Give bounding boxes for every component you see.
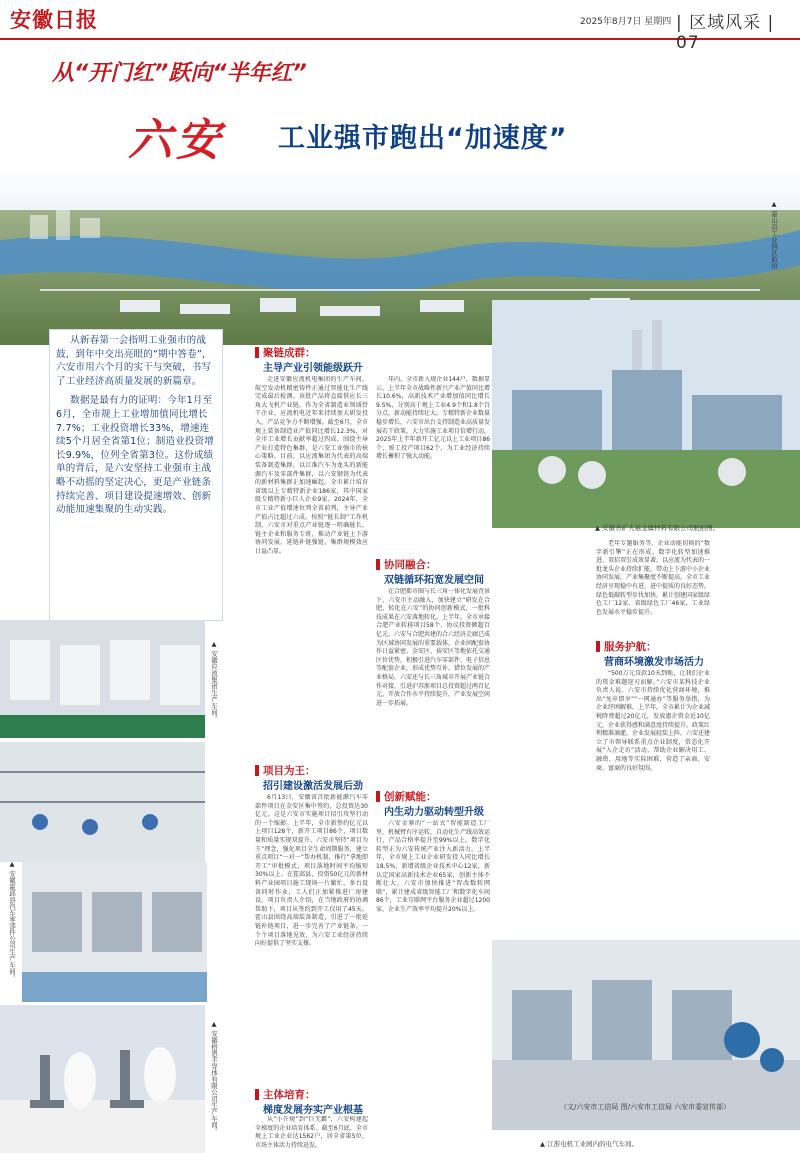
headline-kicker: 从“开门红”跃向“半年红” xyxy=(52,61,307,86)
left-caption-2: ▲ 安徽霍邱县汽车零部件公司生产车间。 xyxy=(8,860,16,981)
article-paragraph: 走进安徽应流机电集团的生产车间，航空发动机精密铸件正通过智能化生产线完成最后检测。该批产品将直接供应长三角大飞机产业链，作为全省制造业领域骨干企业，应流机电近年来持续加大研发投入，产品竞争力不断增强。截至6月，全市规上装备制造业产值同比增长12.3%，对全市工业增长贡献率超过四成。围绕主导产业打造特色集群，是六安工业强市的核心策略。目前，以应流集团为代表的高端装备制造集群，以江淮汽车为龙头的新能源汽车及零部件集群，以六安钢铁为代表的新材料集群正加速崛起。全市累计培育省级以上专精特新企业186家，其中国家级专精特新小巨人企业9家。2024年，全市工业产值增速位列全省前列，主导产业产值占比超过六成。按照“链长制”工作机制，六安市对重点产业链逐一明确链长、链主企业和服务专班，推动产业链上下游协同发展，延链补链强链，集群规模效应日益凸显。 xyxy=(255,376,368,555)
bottom-caption: ▲ 江淮电机工业园内的电气车间。 xyxy=(540,1140,639,1148)
section-title: 双链循环拓宽发展空间 xyxy=(384,575,484,586)
headline-main: 工业强市跑出“加速度” xyxy=(278,123,568,154)
masthead xyxy=(0,0,800,53)
factory-caption: ▲ 安徽省矿大基金属材料有限公司航拍图。 xyxy=(595,524,720,532)
section-kicker: 协同融合： xyxy=(384,559,437,571)
workshop-photo-3 xyxy=(22,862,207,1002)
article-paragraph: 6月13日，安徽省首批新能源汽车零部件项目在金安区集中签约，总投资达30亿元。这是六安市实施项目招引攻坚行动的一个缩影。上半年，全市新签约亿元以上项目128个，新开工项目86个，项目数量和质量实现双提升。六安市坚持“项目为王”理念，强化项目全生命周期服务，建立重点项目“一对一”帮办机制，推行“拿地即开工”审批模式，项目落地时间平均缩短30%以上。在霍邱县，投资50亿元的新材料产业园项目施工现场一片繁忙，多台设备同时作业，工人们正加紧推进厂房建设。项目负责人介绍，在当地政府的协调帮助下，项目从签约到开工仅用了45天。霍山县围绕高端装备制造，引进了一批延链补链项目，进一步完善了产业链条。一个个项目落地见效，为六安工业经济持续向好提供了坚实支撑。 xyxy=(255,794,368,948)
article-text xyxy=(596,540,710,630)
section-kicker: 项目为王： xyxy=(263,765,316,777)
intro-box xyxy=(50,330,222,620)
left-caption-1: ▲ 安徽应流集团生产车间。 xyxy=(210,640,218,722)
workshop-photo-1 xyxy=(0,620,205,738)
article-text xyxy=(376,820,490,988)
paper-name: 安徽日报 xyxy=(10,7,98,32)
article-text xyxy=(596,670,710,940)
article-text xyxy=(255,794,368,1084)
article-paragraph: 六安金寨的“一站式”智能制造工厂里，机械臂有序运转，自动化生产线高效运行，产品合格率提升至99%以上。数字化转型正为六安传统产业注入新活力。上半年，全市规上工业企业研发投入同比增长18.5%，新增省级企业技术中心12家，新认定国家高新技术企业65家，创新主体不断壮大。六安市加快推进“智改数转网联”，累计建成省级智能工厂和数字化车间86个，工业互联网平台服务企业超过1200家，企业生产效率平均提升20%以上。 xyxy=(376,820,490,913)
left-caption-3: ▲ 安徽格恩半导体有限公司生产车间。 xyxy=(210,1020,218,1135)
section-kicker: 聚链成群： xyxy=(263,347,316,359)
section-title: 营商环境激发市场活力 xyxy=(604,657,704,668)
issue-date: 2025年8月7日 星期四 xyxy=(580,17,672,27)
intro-paragraph-2: 数据是最有力的证明：今年1月至6月，全市规上工业增加值同比增长7.7%；工业投资增长33%，增速连续5个月居全省第1位；制造业投资增长9.9%，位列全省第3位。这份成绩单的背后，是六安坚持工业强市主战略不动摇的坚定决心，更是产业链条持续完善、项目建设提速增效、创新动能加速集聚的生动实践。 xyxy=(56,395,214,516)
section-kicker: 主体培育： xyxy=(263,1089,316,1101)
section-kicker: 创新赋能： xyxy=(384,791,437,803)
article-paragraph: 年内，全市新入规企业144户，数据显示，上半年全市战略性新兴产业产值同比增长10.6%，高新技术产业增加值同比增长9.5%，分别高于规上工业4.9个和1.8个百分点，新动能持续壮大。专精特新企业数量稳步增长，六安市出台支持制造业高质量发展若干政策，大力实施工业项目倍增行动，2025年上半年新开工亿元以上工业项目86个，竣工投产项目62个，为工业经济持续增长蓄积了强大动能。 xyxy=(376,376,490,461)
article-text xyxy=(376,588,490,788)
section-title: 招引建设激活发展后劲 xyxy=(263,781,363,792)
article-text xyxy=(255,1116,368,1150)
section-name: | 区域风采 | 07 xyxy=(676,13,775,53)
intro-paragraph-1: 从新春第一会指明工业强市的战鼓，到年中交出亮眼的“期中答卷”，六安市用六个月的实干与突破，书写了工业经济高质量发展的新篇章。 xyxy=(56,335,212,387)
factory-aerial-photo xyxy=(492,300,800,528)
article-text xyxy=(255,376,368,766)
section-title: 梯度发展夯实产业根基 xyxy=(263,1105,363,1116)
section-title: 内生动力驱动转型升级 xyxy=(384,807,484,818)
headline xyxy=(128,104,748,164)
section-title: 主导产业引领能级跃升 xyxy=(263,363,363,374)
footer-credit: （文/六安市工信局 图/六安市工信局 六安市委宣传部） xyxy=(560,1103,731,1111)
article-paragraph: 在合肥都市圈与长三角一体化发展背景下，六安市主动融入，加快建立“研发在合肥、转化在六安”的协同创新模式，一批科技成果在六安落地转化。上半年，全市承接合肥产业转移项目58个，协议投资额超百亿元。六安与合肥共建的合六经济走廊已成为区域协同发展的重要载体，企业间配套协作日益紧密。金安区、裕安区等地依托交通区位优势，积极引进汽车零部件、电子信息等配套企业，形成优势互补、错位发展的产业格局。六安还与长三角城市开展产业链合作对接，引进沪苏浙项目总投资超过两百亿元，开放合作水平持续提升，产业发展空间进一步拓展。 xyxy=(376,588,490,707)
headline-city: 六安 xyxy=(128,115,224,166)
hero-caption: ▲ 霍山县工业园区航拍 xyxy=(770,200,778,269)
workshop-photo-2 xyxy=(0,742,205,862)
article-paragraph: “500万元贷款10天到账，让我们企业的资金难题迎刃而解。”六安市某科技企业负责人说。六安市持续优化营商环境，推出“免申即享”“一网通办”等服务举措，为企业纾困解难。上半年，全市累计为企业减税降费超过20亿元，发放惠企资金近10亿元，企业获得感和满意度持续提升。政策红利精准滴灌，企业发展轻装上阵。六安还建立了市领导联系重点企业制度，常态化开展“入企走访”活动，帮助企业解决用工、融资、用地等实际困难，营造了亲商、安商、富商的良好氛围。 xyxy=(596,670,710,772)
lab-microscope-photo xyxy=(0,1005,205,1153)
article-paragraph: 老年专题服务等，企业动能切换的“数字新引擎”正在形成。数字化转型加速推进，双招双引成效显著，以应流为代表的一批龙头企业持续扩能，带动上下游中小企业协同发展，产业集聚度不断提高，全市工业经济呈现稳中有进、进中提质的良好态势。绿色低碳转型步伐加快，累计创建国家级绿色工厂12家、省级绿色工厂46家，工业绿色发展水平稳步提升。 xyxy=(596,540,710,616)
article-text xyxy=(376,376,490,556)
section-kicker: 服务护航： xyxy=(604,641,657,653)
article-paragraph: 从“小升规”到“巨无霸”，六安构建起全梯度的企业培育体系。截至6月底，全市规上工业企业达1562户，居全省第5位，市场主体活力持续迸发。 xyxy=(255,1116,368,1149)
